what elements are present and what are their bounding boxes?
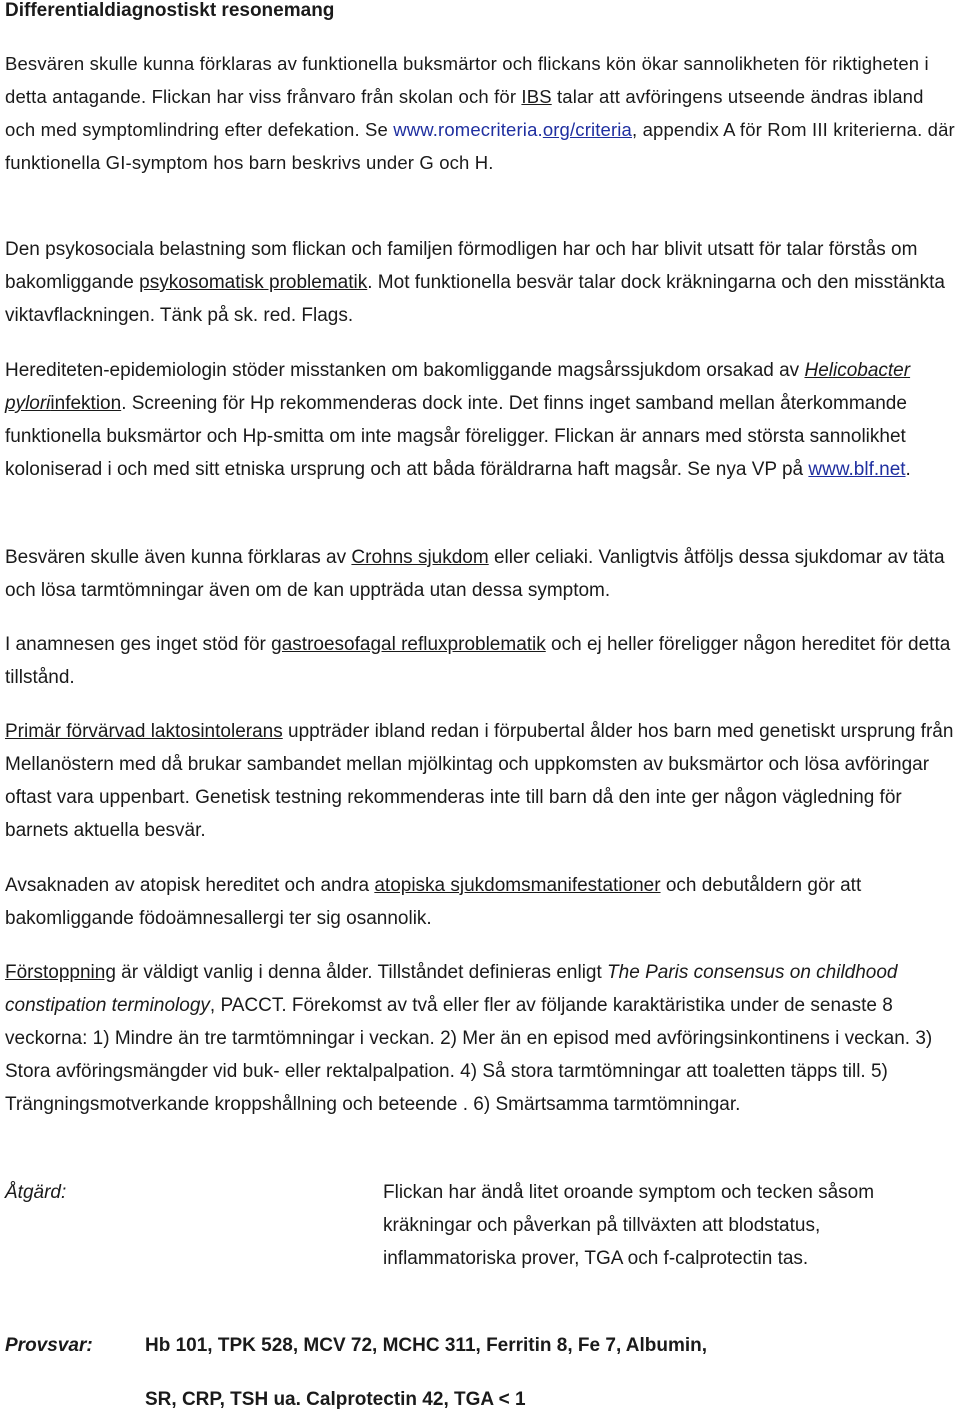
romecriteria-link[interactable]: www.romecriteria. (393, 119, 543, 140)
lactose-intolerance-link[interactable]: Primär förvärvad laktosintolerans (5, 721, 283, 742)
paragraph-lactose (5, 715, 955, 847)
paragraph-constipation (5, 956, 955, 1121)
paragraph-text: . (905, 459, 911, 480)
atopy-link[interactable]: atopiska sjukdomsmanifestationer (374, 875, 661, 896)
results-line: Hb 101, TPK 528, MCV 72, MCHC 311, Ferritin 8, Fe 7, Albumin, (145, 1335, 708, 1356)
romecriteria-criteria-link[interactable]: org/criteria (542, 119, 632, 140)
helicobacter-link-rest[interactable]: infektion (50, 393, 122, 414)
psykosomatisk-problematik-link[interactable]: psykosomatisk problematik (139, 272, 368, 293)
paragraph-text: uppträder ibland redan i förpubertal ålder hos barn med genetiskt ursprung från Mellanöstern med då brukar sambandet mellan mjölkintag och uppkomsten av buksmärtor och lösa avföringar oftast vara uppenbart. Genetisk testning rekommenderas inte till barn då den inte ger någon vägledning för barnets aktuella besvär. (5, 721, 954, 841)
paragraph-text: Den psykosociala belastning som flickan och familjen förmodligen har och har blivit utsatt för talar förstås om bakomliggande (5, 239, 918, 293)
paragraph-text: och debutåldern gör att bakomliggande födoämnesallergi ter sig osannolik. (5, 875, 862, 929)
results-line: SR, CRP, TSH ua. Calprotectin 42, TGA < 1 (145, 1389, 526, 1410)
helicobacter-link-italic[interactable]: Helicobacter pylori (5, 360, 911, 414)
paragraph-crohns (5, 541, 955, 607)
paragraph-text: Besvären skulle kunna förklaras av funktionella buksmärtor och flickans kön ökar sannolikheten för riktigheten i detta antagande. Flickan har viss frånvaro från skolan och för (5, 53, 929, 107)
blf-link[interactable]: www.blf.net (808, 459, 906, 480)
paragraph-text: talar att avföringens utseende ändras ibland och med symptomlindring efter defekation. Se (5, 86, 924, 140)
paragraph-text: eller celiaki. Vanligtvis åtföljs dessa sjukdomar av täta och lösa tarmtömningar även om de kan uppträda utan dessa symptom. (5, 547, 945, 601)
paragraph-text: och ej heller föreligger någon hereditet för detta tillstånd. (5, 634, 951, 688)
paragraph-text: , PACCT. Förekomst av två eller fler av följande karaktäristika under de senaste 8 veckorna: 1) Mindre än tre tarmtömningar i veckan. 2) Mer än en episod med avföringsinkontinens i veckan. 3) Stora avföringsmängder vid buk- eller rektalpalpation. 4) Så stora tarmtömningar att toaletten täpps till. 5) Trängningsmotverkande kroppshållning och beteende . 6) Smärtsamma tarmtömningar. (5, 995, 933, 1115)
crohns-link[interactable]: Crohns sjukdom (351, 547, 489, 568)
action-text: Flickan har ändå litet oroande symptom och tecken såsom kräkningar och påverkan på tillväxten att blodstatus, inflammatoriska prover, TGA och f-calprotectin tas. (383, 1182, 875, 1269)
reflux-link[interactable]: gastroesofagal refluxproblematik (271, 634, 546, 655)
paragraph-functional-pain (5, 47, 955, 179)
page-title: Differentialdiagnostiskt resonemang (5, 0, 335, 21)
constipation-link[interactable]: Förstoppning (5, 962, 116, 983)
paragraph-atopy (5, 869, 955, 935)
paragraph-reflux (5, 628, 955, 694)
paragraph-text: . Screening för Hp rekommenderas dock inte. Det finns inget samband mellan återkommande funktionella buksmärtor och Hp-smitta om inte magsår föreligger. Flickan är annars med största sannolikhet koloniserad i och med sitt etniska ursprung och att båda föräldrarna haft magsår. Se nya VP på (5, 393, 907, 480)
paragraph-text: Avsaknaden av atopisk hereditet och andra (5, 875, 375, 896)
paragraph-text: Herediteten-epidemiologin stöder misstanken om bakomliggande magsårssjukdom orsakad av (5, 360, 805, 381)
paragraph-text: I anamnesen ges inget stöd för (5, 634, 272, 655)
paragraph-text: Besvären skulle även kunna förklaras av (5, 547, 352, 568)
action-label: Åtgärd: (5, 1182, 67, 1203)
ibs-link[interactable]: IBS (521, 86, 552, 107)
paragraph-text: , appendix A för Rom III kriterierna. där funktionella GI-symptom hos barn beskrivs under G och H. (5, 119, 955, 173)
paragraph-text: . Mot funktionella besvär talar dock kräkningarna och den misstänkta viktavflackningen. Tänk på sk. red. Flags. (5, 272, 945, 326)
results-label: Provsvar: (5, 1335, 93, 1356)
paragraph-heredity (5, 354, 955, 486)
paris-consensus-title: The Paris consensus on childhood constipation terminology (5, 962, 898, 1016)
paragraph-text: är väldigt vanlig i denna ålder. Tillståndet definieras enligt (115, 962, 608, 983)
paragraph-psychosocial (5, 233, 955, 332)
